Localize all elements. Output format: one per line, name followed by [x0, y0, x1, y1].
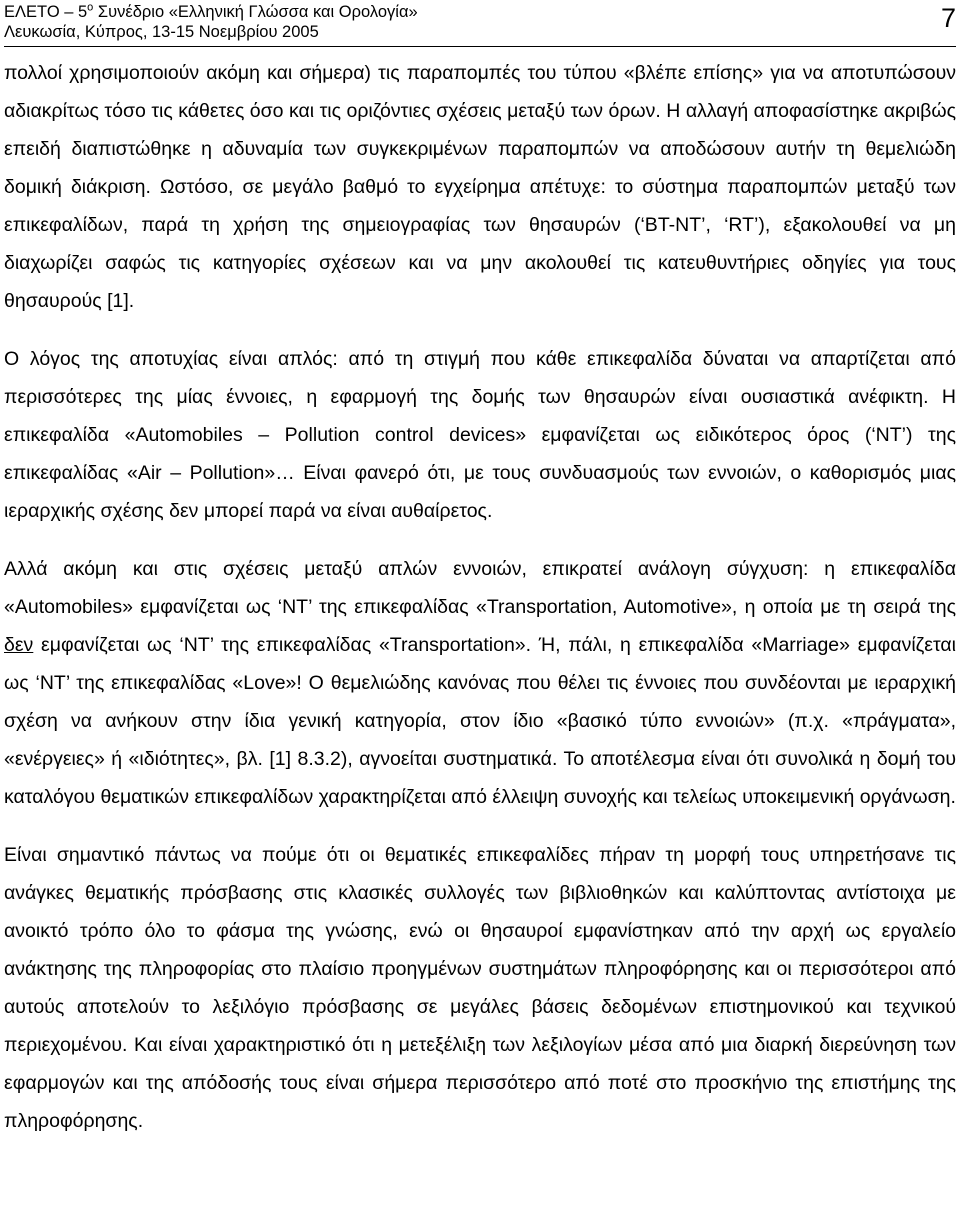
header-title-prefix: ΕΛΕΤΟ – 5	[4, 3, 88, 21]
paragraph-3-part-2: εμφανίζεται ως ‘NT’ της επικεφαλίδας «Transportation». Ή, πάλι, η επικεφαλίδα «Marriage» εμφανίζεται ως ‘NT’ της επικεφαλίδας «Love»! Ο θεμελιώδης κανόνας που θέλει τις έννοιες που συνδέονται με ιεραρχική σχέση να ανήκουν στην ίδια γενική κατηγορία, στον ίδιο «βασικό τύπο εννοιών» (π.χ. «πράγματα», «ενέργειες» ή «ιδιότητες», βλ. [1] 8.3.2), αγνοείται συστηματικά. Το αποτέλεσμα είναι ότι συνολικά η δομή του καταλόγου θεματικών επικεφαλίδων χαρακτηρίζεται από έλλειψη συνοχής και τελείως υποκειμενική οργάνωση.	[4, 634, 956, 808]
underlined-word: δεν	[4, 634, 34, 656]
paragraph-3	[4, 550, 956, 816]
header-ordinal: ο	[87, 1, 94, 14]
header-title-rest: Συνέδριο «Ελληνική Γλώσσα και Ορολογία»	[93, 3, 418, 21]
header-conference-title	[4, 2, 956, 22]
page-number: 7	[940, 3, 956, 33]
body-text	[4, 54, 956, 1140]
paragraph-3-part-1: Αλλά ακόμη και στις σχέσεις μεταξύ απλών εννοιών, επικρατεί ανάλογη σύγχυση: η επικεφαλίδα «Automobiles» εμφανίζεται ως ‘NT’ της επικεφαλίδας «Transportation, Automotive», η οποία με τη σειρά της	[4, 558, 956, 618]
paragraph-2: Ο λόγος της αποτυχίας είναι απλός: από τη στιγμή που κάθε επικεφαλίδα δύναται να απαρτίζεται από περισσότερες της μίας έννοιες, η εφαρμογή της δομής των θησαυρών είναι ουσιαστικά ανέφικτη. Η επικεφαλίδα «Automobiles – Pollution control devices» εμφανίζεται ως ειδικότερος όρος (‘NT’) της επικεφαλίδας «Air – Pollution»… Είναι φανερό ότι, με τους συνδυασμούς των εννοιών, ο καθορισμός μιας ιεραρχικής σχέσης δεν μπορεί παρά να είναι αυθαίρετος.	[4, 348, 956, 522]
paragraph-4: Είναι σημαντικό πάντως να πούμε ότι οι θεματικές επικεφαλίδες πήραν τη μορφή τους υπηρετήσανε τις ανάγκες θεματικής πρόσβασης στις κλασικές συλλογές των βιβλιοθηκών και καλύπτοντας αντίστοιχα με ανοικτό τρόπο όλο το φάσμα της γνώσης, ενώ οι θησαυροί εμφανίστηκαν από την αρχή ως εργαλείο ανάκτησης της πληροφορίας στο πλαίσιο προηγμένων συστημάτων πληροφόρησης και οι περισσότεροι από αυτούς αποτελούν το λεξιλόγιο πρόσβασης σε μεγάλες βάσεις δεδομένων επιστημονικού και τεχνικού περιεχομένου. Και είναι χαρακτηριστικό ότι η μετεξέλιξη των λεξιλογίων μέσα από μια διαρκή διερεύνηση των εφαρμογών και της απόδοσής τους είναι σήμερα περισσότερο από ποτέ στο προσκήνιο της επιστήμης της πληροφόρησης.	[4, 844, 956, 1132]
header-location-date: Λευκωσία, Κύπρος, 13-15 Νοεμβρίου 2005	[4, 23, 319, 41]
running-header	[4, 2, 956, 47]
paragraph-1: πολλοί χρησιμοποιούν ακόμη και σήμερα) τις παραπομπές του τύπου «βλέπε επίσης» για να αποτυπώσουν αδιακρίτως τόσο τις κάθετες όσο και τις οριζόντιες σχέσεις μεταξύ των όρων. Η αλλαγή αποφασίστηκε ακριβώς επειδή διαπιστώθηκε η αδυναμία των συγκεκριμένων παραπομπών να αποδώσουν αυτήν τη θεμελιώδη δομική διάκριση. Ωστόσο, σε μεγάλο βαθμό το εγχείρημα απέτυχε: το σύστημα παραπομπών μεταξύ των επικεφαλίδων, παρά τη χρήση της σημειογραφίας των θησαυρών (‘BT-NT’, ‘RT’), εξακολουθεί να μη διαχωρίζει σαφώς τις κατηγορίες σχέσεων και να μην ακολουθεί τις κατευθυντήριες οδηγίες για τους θησαυρούς [1].	[4, 62, 956, 312]
